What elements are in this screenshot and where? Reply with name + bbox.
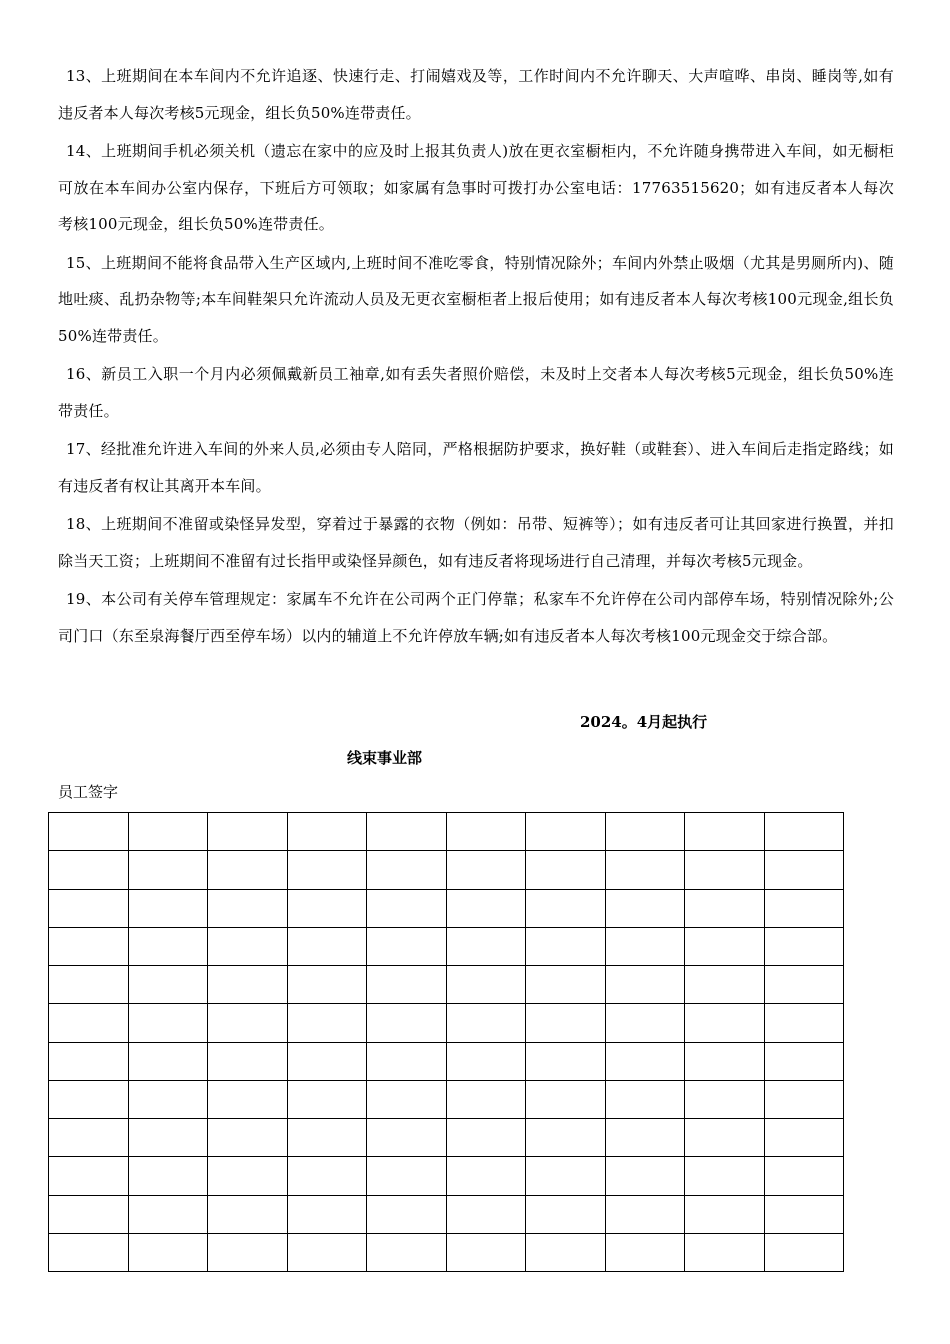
signature-cell[interactable] — [128, 927, 208, 965]
signature-cell[interactable] — [764, 889, 844, 927]
signature-cell[interactable] — [367, 813, 447, 851]
signature-cell[interactable] — [49, 927, 129, 965]
rule-19: 19、本公司有关停车管理规定：家属车不允许在公司两个正门停靠；私家车不允许停在公司内部停车场，特别情况除外;公司门口（东至泉海餐厅西至停车场）以内的辅道上不允许停放车辆;如有违反者本人每次考核100元现金交于综合部。 — [58, 590, 894, 645]
signature-cell[interactable] — [128, 1080, 208, 1118]
signature-cell[interactable] — [446, 889, 526, 927]
signature-cell[interactable] — [287, 1004, 367, 1042]
signature-cell[interactable] — [287, 1233, 367, 1271]
signature-cell[interactable] — [208, 966, 288, 1004]
signature-cell[interactable] — [367, 1157, 447, 1195]
signature-cell[interactable] — [446, 1157, 526, 1195]
signature-cell[interactable] — [367, 1119, 447, 1157]
signature-cell[interactable] — [49, 889, 129, 927]
signature-cell[interactable] — [208, 1119, 288, 1157]
signature-cell[interactable] — [208, 1080, 288, 1118]
signature-cell[interactable] — [526, 889, 606, 927]
signature-cell[interactable] — [287, 927, 367, 965]
signature-cell[interactable] — [685, 1004, 765, 1042]
signature-cell[interactable] — [685, 927, 765, 965]
signature-cell[interactable] — [49, 1119, 129, 1157]
signature-cell[interactable] — [208, 1233, 288, 1271]
signature-table — [48, 812, 844, 1272]
signature-cell[interactable] — [49, 813, 129, 851]
signature-row — [49, 813, 844, 851]
signature-cell[interactable] — [128, 889, 208, 927]
signature-cell[interactable] — [287, 1042, 367, 1080]
signature-cell[interactable] — [49, 1004, 129, 1042]
department-name: 线束事业部 — [347, 749, 423, 767]
signature-cell[interactable] — [287, 851, 367, 889]
execution-date: 2024。4月起执行 — [580, 713, 708, 731]
rule-17: 17、经批准允许进入车间的外来人员,必须由专人陪同，严格根据防护要求，换好鞋（或鞋套）、进入车间后走指定路线；如有违反者有权让其离开本车间。 — [58, 440, 894, 495]
signature-cell[interactable] — [526, 1042, 606, 1080]
signature-cell[interactable] — [526, 813, 606, 851]
signature-cell[interactable] — [605, 1195, 685, 1233]
signature-cell[interactable] — [605, 1004, 685, 1042]
signature-cell[interactable] — [49, 1195, 129, 1233]
signature-cell[interactable] — [685, 1157, 765, 1195]
signature-cell[interactable] — [208, 927, 288, 965]
signature-cell[interactable] — [446, 1195, 526, 1233]
signature-cell[interactable] — [287, 813, 367, 851]
signature-cell[interactable] — [685, 1119, 765, 1157]
signature-cell[interactable] — [526, 851, 606, 889]
rules-section — [58, 58, 894, 656]
signature-cell[interactable] — [605, 1119, 685, 1157]
signature-cell[interactable] — [685, 1080, 765, 1118]
signature-cell[interactable] — [685, 813, 765, 851]
signature-row — [49, 1233, 844, 1271]
signature-cell[interactable] — [764, 813, 844, 851]
signature-row — [49, 1157, 844, 1195]
signature-cell[interactable] — [764, 1042, 844, 1080]
rule-15: 15、上班期间不能将食品带入生产区域内,上班时间不准吃零食，特别情况除外；车间内外禁止吸烟（尤其是男厕所内)、随地吐痰、乱扔杂物等;本车间鞋架只允许流动人员及无更衣室橱柜者上报后使用；如有违反者本人每次考核100元现金,组长负50%连带责任。 — [58, 253, 894, 345]
signature-cell[interactable] — [367, 1233, 447, 1271]
signature-cell[interactable] — [605, 889, 685, 927]
signature-cell[interactable] — [208, 1042, 288, 1080]
signature-row — [49, 1195, 844, 1233]
signature-cell[interactable] — [605, 851, 685, 889]
signature-cell[interactable] — [764, 1119, 844, 1157]
signature-cell[interactable] — [446, 1119, 526, 1157]
signature-cell[interactable] — [605, 813, 685, 851]
signature-cell[interactable] — [367, 1004, 447, 1042]
signature-cell[interactable] — [208, 1195, 288, 1233]
signature-cell[interactable] — [526, 927, 606, 965]
signature-cell[interactable] — [287, 966, 367, 1004]
signature-cell[interactable] — [287, 1080, 367, 1118]
signature-cell[interactable] — [605, 1080, 685, 1118]
signature-cell[interactable] — [287, 1119, 367, 1157]
signature-row — [49, 927, 844, 965]
signature-cell[interactable] — [49, 1080, 129, 1118]
signature-cell[interactable] — [764, 1157, 844, 1195]
signature-cell[interactable] — [128, 813, 208, 851]
signature-cell[interactable] — [685, 1195, 765, 1233]
signature-cell[interactable] — [446, 1233, 526, 1271]
signature-cell[interactable] — [764, 1080, 844, 1118]
signature-cell[interactable] — [128, 851, 208, 889]
signature-row — [49, 1080, 844, 1118]
signature-cell[interactable] — [605, 966, 685, 1004]
signature-cell[interactable] — [446, 1080, 526, 1118]
signature-cell[interactable] — [685, 851, 765, 889]
signature-cell[interactable] — [128, 1157, 208, 1195]
signature-cell[interactable] — [526, 1195, 606, 1233]
signature-cell[interactable] — [685, 889, 765, 927]
signature-cell[interactable] — [526, 1233, 606, 1271]
signature-cell[interactable] — [685, 1233, 765, 1271]
signature-cell[interactable] — [367, 966, 447, 1004]
signature-cell[interactable] — [605, 1042, 685, 1080]
signature-cell[interactable] — [526, 1004, 606, 1042]
rule-16: 16、新员工入职一个月内必须佩戴新员工袖章,如有丢失者照价赔偿，未及时上交者本人每次考核5元现金，组长负50%连带责任。 — [58, 365, 894, 420]
signature-cell[interactable] — [367, 1080, 447, 1118]
signature-cell[interactable] — [446, 1004, 526, 1042]
signature-cell[interactable] — [605, 1233, 685, 1271]
signature-cell[interactable] — [49, 851, 129, 889]
signature-row — [49, 1119, 844, 1157]
signature-cell[interactable] — [287, 1195, 367, 1233]
signature-cell[interactable] — [605, 927, 685, 965]
signature-cell[interactable] — [446, 966, 526, 1004]
signature-row — [49, 1042, 844, 1080]
signature-cell[interactable] — [526, 1157, 606, 1195]
signature-cell[interactable] — [128, 1042, 208, 1080]
signature-cell[interactable] — [287, 889, 367, 927]
signature-cell[interactable] — [128, 966, 208, 1004]
rule-13: 13、上班期间在本车间内不允许追逐、快速行走、打闹嬉戏及等，工作时间内不允许聊天、大声喧哗、串岗、睡岗等,如有违反者本人每次考核5元现金，组长负50%连带责任。 — [58, 67, 894, 122]
signature-cell[interactable] — [128, 1233, 208, 1271]
signature-row — [49, 851, 844, 889]
signature-cell[interactable] — [446, 1042, 526, 1080]
signature-cell[interactable] — [446, 851, 526, 889]
signature-cell[interactable] — [764, 927, 844, 965]
signature-cell[interactable] — [764, 1195, 844, 1233]
signature-cell[interactable] — [446, 927, 526, 965]
signature-cell[interactable] — [49, 966, 129, 1004]
signature-cell[interactable] — [208, 813, 288, 851]
signature-cell[interactable] — [208, 1004, 288, 1042]
signature-cell[interactable] — [128, 1004, 208, 1042]
signature-cell[interactable] — [367, 889, 447, 927]
signature-cell[interactable] — [208, 1157, 288, 1195]
signature-row — [49, 889, 844, 927]
signature-cell[interactable] — [367, 851, 447, 889]
signature-cell[interactable] — [49, 1042, 129, 1080]
signature-cell[interactable] — [367, 1042, 447, 1080]
signature-row — [49, 1004, 844, 1042]
signature-cell[interactable] — [526, 1080, 606, 1118]
signature-cell[interactable] — [49, 1157, 129, 1195]
signature-cell[interactable] — [764, 1004, 844, 1042]
signature-cell[interactable] — [764, 1233, 844, 1271]
signature-cell[interactable] — [605, 1157, 685, 1195]
signature-row — [49, 966, 844, 1004]
signature-cell[interactable] — [367, 927, 447, 965]
signature-cell[interactable] — [128, 1195, 208, 1233]
signature-cell[interactable] — [128, 1119, 208, 1157]
signature-cell[interactable] — [367, 1195, 447, 1233]
rule-18: 18、上班期间不准留或染怪异发型，穿着过于暴露的衣物（例如：吊带、短裤等）；如有违反者可让其回家进行换置，并扣除当天工资；上班期间不准留有过长指甲或染怪异颜色，如有违反者将现场进行自己清理，并每次考核5元现金。 — [58, 515, 894, 570]
signature-cell[interactable] — [685, 966, 765, 1004]
rule-14: 14、上班期间手机必须关机（遗忘在家中的应及时上报其负责人)放在更衣室橱柜内，不允许随身携带进入车间，如无橱柜可放在本车间办公室内保存，下班后方可领取；如家属有急事时可拨打办公室电话：17763515620；如有违反者本人每次考核100元现金，组长负50%连带责任。 — [58, 142, 894, 233]
signature-cell[interactable] — [208, 851, 288, 889]
signature-cell[interactable] — [208, 889, 288, 927]
signature-cell[interactable] — [446, 813, 526, 851]
signature-cell[interactable] — [764, 966, 844, 1004]
signature-cell[interactable] — [49, 1233, 129, 1271]
signature-cell[interactable] — [764, 851, 844, 889]
signature-cell[interactable] — [526, 966, 606, 1004]
signature-cell[interactable] — [685, 1042, 765, 1080]
signature-cell[interactable] — [287, 1157, 367, 1195]
signature-label: 员工签字 — [58, 783, 119, 801]
signature-cell[interactable] — [526, 1119, 606, 1157]
